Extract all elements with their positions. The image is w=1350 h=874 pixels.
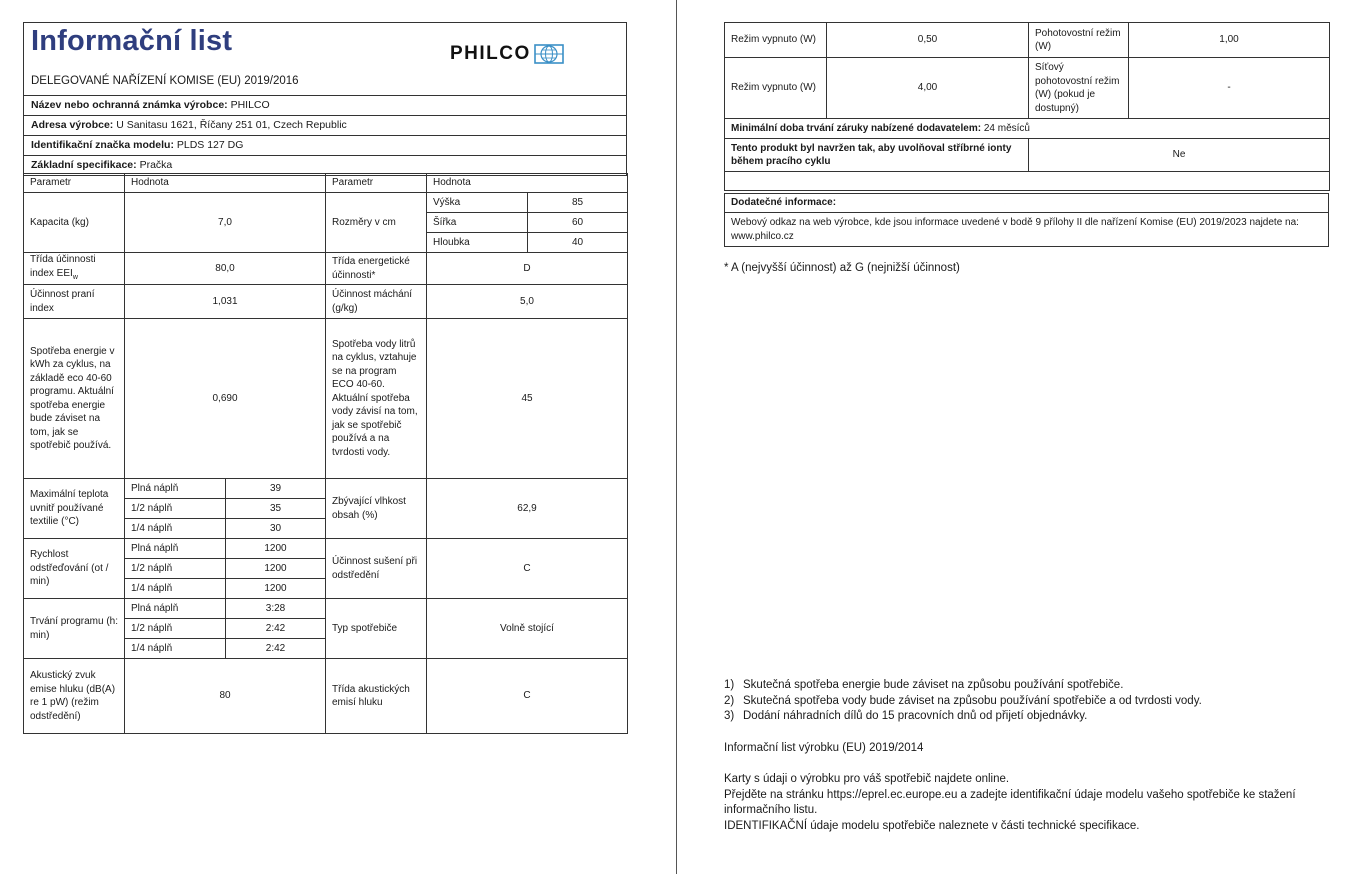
philco-logo (450, 43, 564, 65)
table-row (725, 58, 1330, 119)
energy-class-label: Třída energetické účinnosti* (326, 253, 427, 285)
table-row (725, 139, 1330, 172)
table-row (24, 479, 628, 499)
spec-header-row (24, 174, 628, 193)
param-header: Parametr (326, 174, 427, 193)
full-load-label: Plná náplň (125, 479, 226, 499)
logo-text: PHILCO (450, 43, 531, 64)
page-title: Informační list (31, 25, 233, 57)
table-row (725, 172, 1330, 191)
capacity-label: Kapacita (kg) (24, 193, 125, 253)
width-value: 60 (528, 213, 628, 233)
moisture-value: 62,9 (427, 479, 628, 539)
spin-speed-label: Rychlost odstřeďování (ot / min) (24, 539, 125, 599)
height-value: 85 (528, 193, 628, 213)
duration-full-value: 3:28 (226, 599, 326, 619)
temp-half-value: 35 (226, 499, 326, 519)
water-consumption-label: Spotřeba vody litrů na cyklus, vztahuje se na program ECO 40-60. Aktuální spotřeba vody závisí na tom, jak se spotřebič používá a na tvrdosti vody. (326, 319, 427, 479)
warranty-value: 24 měsíců (983, 122, 1030, 134)
half-load-label: 1/2 náplň (125, 619, 226, 639)
warranty-label: Minimální doba trvání záruky nabízené dodavatelem: (731, 122, 982, 134)
eei-value: 80,0 (125, 253, 326, 285)
energy-scale-footnote: * A (nejvyšší účinnost) až G (nejnižší účinnost) (724, 262, 960, 274)
eei-label (24, 253, 125, 285)
note-number: 3) (724, 710, 735, 722)
full-load-label: Plná náplň (125, 539, 226, 559)
table-row (725, 119, 1330, 139)
rinse-efficiency-label: Účinnost máchání (g/kg) (326, 285, 427, 319)
table-row (24, 193, 628, 213)
noise-class-label: Třída akustických emisí hluku (326, 659, 427, 734)
model-id-label: Identifikační značka modelu: (31, 139, 174, 151)
off-mode-label: Režim vypnuto (W) (725, 23, 827, 58)
param-header: Parametr (24, 174, 125, 193)
spin-full-value: 1200 (226, 539, 326, 559)
additional-info-label: Dodatečné informace: (725, 194, 1328, 213)
energy-class-value: D (427, 253, 628, 285)
off-mode-2-label: Režim vypnuto (W) (725, 58, 827, 119)
quarter-load-label: 1/4 náplň (125, 639, 226, 659)
manufacturer-name-value: PHILCO (230, 99, 270, 111)
energy-consumption-label: Spotřeba energie v kWh za cyklus, na základě eco 40-60 programu. Aktuální spotřeba energie bude záviset na tom, jak se spotřebič používá. (24, 319, 125, 479)
spin-half-value: 1200 (226, 559, 326, 579)
appliance-type-value: Volně stojící (427, 599, 628, 659)
note-text: Skutečná spotřeba energie bude záviset na způsobu používání spotřebiče. (743, 679, 1124, 691)
page-divider (676, 0, 677, 874)
manufacturer-name-row (24, 96, 626, 116)
duration-half-value: 2:42 (226, 619, 326, 639)
quarter-load-label: 1/4 náplň (125, 579, 226, 599)
width-label: Šířka (427, 213, 528, 233)
table-row (24, 285, 628, 319)
duration-quarter-value: 2:42 (226, 639, 326, 659)
energy-consumption-value: 0,690 (125, 319, 326, 479)
value-header: Hodnota (427, 174, 628, 193)
warranty-row (725, 119, 1330, 139)
moisture-label: Zbývající vlhkost obsah (%) (326, 479, 427, 539)
table-row (725, 23, 1330, 58)
program-duration-label: Trvání programu (h: min) (24, 599, 125, 659)
eei-label-text: Třída účinnosti index EEI (30, 254, 96, 279)
note-number: 2) (724, 694, 735, 707)
additional-info-box (724, 193, 1329, 247)
model-id-row (24, 136, 626, 156)
table-row (24, 539, 628, 559)
water-consumption-value: 45 (427, 319, 628, 479)
table-row (24, 253, 628, 285)
list-item (724, 678, 1334, 694)
additional-info-text: Webový odkaz na web výrobce, kde jsou informace uvedené v bodě 9 přílohy II dle nařízení Komise (EU) 2019/2023 najdete na: www.philco.cz (731, 217, 1299, 242)
power-modes-table (724, 22, 1330, 191)
standby-value: 1,00 (1129, 23, 1330, 58)
regulation-subtitle: DELEGOVANÉ NAŘÍZENÍ KOMISE (EU) 2019/2016 (31, 75, 299, 87)
table-row (24, 319, 628, 479)
standby-label: Pohotovostní režim (W) (1029, 23, 1129, 58)
height-label: Výška (427, 193, 528, 213)
list-item (724, 694, 1334, 710)
table-row (24, 599, 628, 619)
noise-emission-value: 80 (125, 659, 326, 734)
off-mode-2-value: 4,00 (827, 58, 1029, 119)
network-standby-label: Síťový pohotovostní režim (W) (pokud je dostupný) (1029, 58, 1129, 119)
model-id-value: PLDS 127 DG (176, 139, 244, 151)
globe-icon (534, 44, 564, 64)
off-mode-value: 0,50 (827, 23, 1029, 58)
temp-full-value: 39 (226, 479, 326, 499)
info-sheet-header-box (23, 22, 627, 176)
eei-label-subscript: w (72, 273, 78, 281)
empty-row (725, 172, 1330, 191)
noise-class-value: C (427, 659, 628, 734)
list-item (724, 709, 1334, 725)
note-text: Dodání náhradních dílů do 15 pracovních dnů od přijetí objednávky. (743, 710, 1088, 722)
dimensions-label: Rozměry v cm (326, 193, 427, 253)
temp-quarter-value: 30 (226, 519, 326, 539)
online-info-3: IDENTIFIKAČNÍ údaje modelu spotřebiče naleznete v části technické specifikace. (724, 819, 1140, 832)
basic-spec-label: Základní specifikace: (31, 159, 137, 171)
wash-efficiency-label: Účinnost praní index (24, 285, 125, 319)
online-info-1: Karty s údaji o výrobku pro váš spotřebič najdete online. (724, 773, 1010, 785)
depth-label: Hloubka (427, 233, 528, 253)
spin-quarter-value: 1200 (226, 579, 326, 599)
regulation-reference: Informační list výrobku (EU) 2019/2014 (724, 741, 924, 754)
half-load-label: 1/2 náplň (125, 499, 226, 519)
quarter-load-label: 1/4 náplň (125, 519, 226, 539)
appliance-type-label: Typ spotřebiče (326, 599, 427, 659)
spec-table (23, 173, 628, 734)
basic-spec-value: Pračka (139, 159, 173, 171)
wash-efficiency-value: 1,031 (125, 285, 326, 319)
capacity-value: 7,0 (125, 193, 326, 253)
value-header: Hodnota (125, 174, 326, 193)
half-load-label: 1/2 náplň (125, 559, 226, 579)
spin-efficiency-label: Účinnost sušení při odstředění (326, 539, 427, 599)
manufacturer-name-label: Název nebo ochranná známka výrobce: (31, 99, 228, 111)
sheet-header (24, 23, 626, 96)
manufacturer-address-row (24, 116, 626, 136)
full-load-label: Plná náplň (125, 599, 226, 619)
silver-ions-value: Ne (1029, 139, 1330, 172)
notes-section (724, 678, 1334, 834)
online-info-2: Přejděte na stránku https://eprel.ec.europe.eu a zadejte identifikační údaje modelu vašeho spotřebiče ke stažení informačního listu. (724, 788, 1296, 816)
rinse-efficiency-value: 5,0 (427, 285, 628, 319)
table-row (24, 659, 628, 734)
max-temperature-label: Maximální teplota uvnitř používané textilie (°C) (24, 479, 125, 539)
manufacturer-address-value: U Sanitasu 1621, Říčany 251 01, Czech Republic (116, 119, 347, 131)
note-text: Skutečná spotřeba vody bude záviset na způsobu používání spotřebiče a od tvrdosti vody. (743, 694, 1202, 707)
note-number: 1) (724, 679, 735, 691)
noise-emission-label: Akustický zvuk emise hluku (dB(A) re 1 pW) (režim odstředění) (24, 659, 125, 734)
network-standby-value: - (1129, 58, 1330, 119)
spin-efficiency-value: C (427, 539, 628, 599)
silver-ions-label: Tento produkt byl navržen tak, aby uvolňoval stříbrné ionty během pracího cyklu (725, 139, 1029, 172)
manufacturer-address-label: Adresa výrobce: (31, 119, 114, 131)
depth-value: 40 (528, 233, 628, 253)
